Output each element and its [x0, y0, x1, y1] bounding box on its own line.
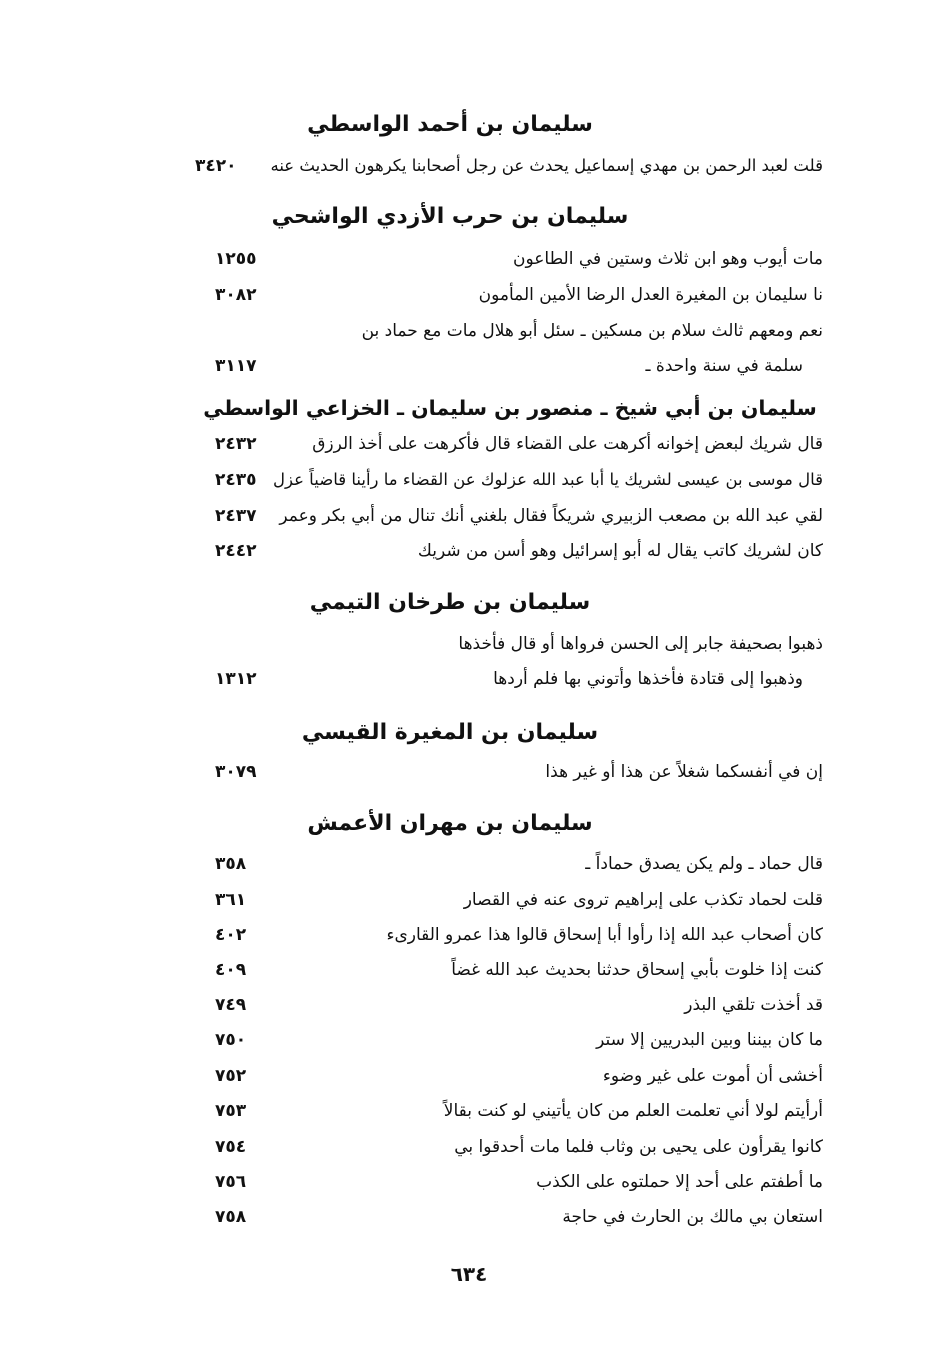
entry-text: قلت لعبد الرحمن بن مهدي إسماعيل يحدث عن رجل أصحابنا يكرهون الحديث عنه [270, 156, 823, 175]
entry-text: كان لشريك كاتب يقال له أبو إسرائيل وهو أسن من شريك [417, 541, 823, 561]
entry-text: ما كان بيننا وبين البدريين إلا ستر [596, 1030, 823, 1050]
entry-number: ٣١١٧ [215, 356, 257, 376]
entry-text: أرأيتم لولا أني تعلمت العلم من كان يأتيني لو كنت بقالاً [443, 1101, 823, 1121]
index-entry [195, 428, 823, 460]
entry-number: ٣٥٨ [215, 854, 247, 874]
entry-number: ٢٤٣٢ [215, 434, 257, 454]
entry-number: ٧٥٨ [215, 1207, 247, 1227]
section-heading: سليمان بن حرب الأزدي الواشحي [271, 204, 629, 229]
section-heading: سليمان بن مهران الأعمش [307, 811, 593, 836]
index-entry [195, 848, 823, 880]
entry-number: ٧٥٤ [215, 1137, 247, 1157]
entry-number: ١٣١٢ [215, 669, 257, 689]
entry-number: ٣٠٨٢ [215, 285, 257, 305]
entry-number: ٧٥٢ [215, 1066, 247, 1086]
entry-number: ٢٤٤٢ [215, 541, 257, 561]
index-entry [195, 350, 823, 382]
entry-text: نعم ومعهم ثالث سلام بن مسكين ـ سئل أبو هلال مات مع حماد بن [361, 321, 823, 341]
index-entry [195, 1166, 823, 1198]
section-heading: سليمان بن أبي شيخ ـ منصور بن سليمان ـ الخزاعي الواسطي [203, 396, 817, 420]
index-entry [195, 243, 823, 275]
index-entry [195, 1095, 823, 1127]
entry-text: وذهبوا إلى قتادة فأخذها وأتوني بها فلم أردها [493, 669, 803, 689]
index-entry [195, 884, 823, 916]
entry-text: إن في أنفسكما شغلاً عن هذا أو غير هذا [545, 762, 823, 782]
entry-text: كانوا يقرأون على يحيى بن وثاب فلما مات أحدقوا بي [454, 1137, 823, 1157]
index-entry [195, 628, 823, 660]
entry-text: كنت إذا خلوت بأبي إسحاق حدثنا بحديث عبد الله غضاً [451, 960, 823, 980]
entry-text: قال حماد ـ ولم يكن يصدق حماداً ـ [585, 854, 823, 874]
index-entry [195, 279, 823, 311]
entry-number: ٤٠٩ [215, 960, 247, 980]
entry-number: ٢٤٣٥ [215, 470, 257, 490]
entry-text: قلت لحماد تكذب على إبراهيم تروى عنه في القصار [463, 890, 823, 910]
section-heading: سليمان بن طرخان التيمي [309, 590, 591, 615]
index-entry [195, 989, 823, 1021]
index-entry [195, 919, 823, 951]
entry-number: ٧٤٩ [215, 995, 247, 1015]
page-number: ٦٣٤ [450, 1262, 488, 1286]
entry-number: ٣٦١ [215, 890, 247, 910]
entry-number: ٤٠٢ [215, 925, 247, 945]
entry-number: ٧٥٦ [215, 1172, 247, 1192]
entry-number: ٧٥٠ [215, 1030, 247, 1050]
index-entry [195, 1024, 823, 1056]
index-entry [195, 535, 823, 567]
entry-text: مات أيوب وهو ابن ثلاث وستين في الطاعون [513, 249, 823, 269]
section-heading: سليمان بن المغيرة القيسي [301, 720, 599, 745]
entry-text: ما أطفتم على أحد إلا حملتوه على الكذب [536, 1172, 823, 1192]
index-entry [195, 464, 823, 496]
entry-text: سلمة في سنة واحدة ـ [645, 356, 803, 376]
entry-number: ٣٤٢٠ [195, 156, 237, 176]
index-entry [195, 500, 823, 532]
index-entry [195, 1060, 823, 1092]
entry-number: ٢٤٣٧ [215, 506, 257, 526]
entry-text: أخشى أن أموت على غير وضوء [602, 1066, 823, 1086]
section-heading: سليمان بن أحمد الواسطي [307, 112, 593, 137]
entry-text: لقي عبد الله بن مصعب الزبيري شريكاً فقال بلغني أنك تنال من أبي بكر وعمر [279, 506, 823, 526]
entry-number: ٣٠٧٩ [215, 762, 257, 782]
entry-text: كان أصحاب عبد الله إذا رأوا أبا إسحاق قالوا هذا عمرو القارىء [386, 925, 823, 945]
index-entry [195, 663, 823, 695]
entry-number: ٧٥٣ [215, 1101, 247, 1121]
index-entry [195, 1201, 823, 1233]
index-entry [195, 1131, 823, 1163]
index-entry [195, 954, 823, 986]
entry-text: استعان بي مالك بن الحارث في حاجة [562, 1207, 823, 1227]
index-entry [195, 756, 823, 788]
index-entry [195, 150, 823, 182]
entry-text: قد أخذت تلقي البذر [684, 995, 823, 1015]
entry-text: ذهبوا بصحيفة جابر إلى الحسن فرواها أو قال فأخذها [458, 634, 823, 654]
entry-text: قال شريك لبعض إخوانه أكرهت على القضاء قال فأكرهت على أخذ الرزق [312, 434, 823, 454]
entry-text: قال موسى بن عيسى لشريك يا أبا عبد الله عزلوك عن القضاء ما رأينا قاضياً عزل [273, 470, 823, 489]
entry-text: نا سليمان بن المغيرة العدل الرضا الأمين المأمون [478, 285, 823, 305]
entry-number: ١٢٥٥ [215, 249, 257, 269]
index-entry [195, 315, 823, 347]
